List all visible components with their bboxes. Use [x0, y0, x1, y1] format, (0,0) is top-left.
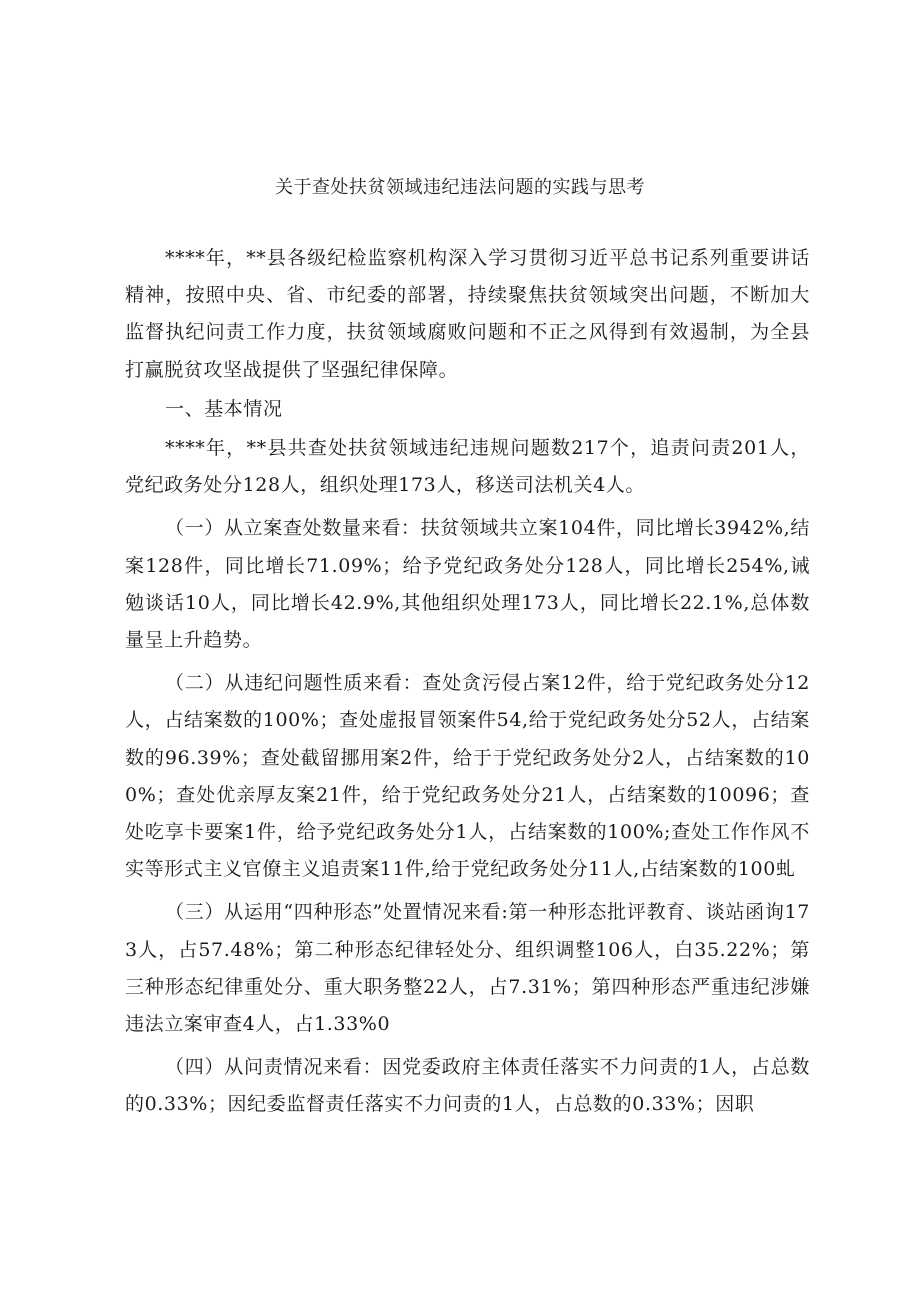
violation-nature-paragraph: （二）从违纪问题性质来看：查处贪污侵占案12件，给于党纪政务处分12人，占结案数的100%；查处虚报冒领案件54,给于党纪政务处分52人，占结案数的96.39%；查处截留挪用案2件，给于于党纪政务处分2人，占结案数的100%；查处优亲厚友案21件，给于党纪政务处分21人，占结案数的10096；查处吃享卡要案1件，给予党纪政务处分1人，占结案数的100%;查处工作作风不实等形式主义官僚主义追责案11件,给于党纪政务处分11人,占结案数的100虬: [125, 672, 810, 881]
document-title: 关于查处扶贫领域违纪违法问题的实践与思考: [275, 177, 645, 198]
document-body: [125, 240, 810, 1124]
section-heading-basic-situation: 一、基本情况: [165, 397, 283, 420]
accountability-paragraph: （四）从问责情况来看：因党委政府主体责任落实不力问责的1人，占总数的0.33%；因纪委监督责任落实不力问责的1人，占总数的0.33%；因职: [125, 1056, 810, 1116]
summary-paragraph: ****年，**县共查处扶贫领域违纪违规问题数217个，追责问责201人，党纪政务处分128人，组织处理173人，移送司法机关4人。: [125, 437, 810, 497]
four-forms-paragraph: （三）从运用“四种形态”处置情况来看:第一种形态批评教育、谈站函询173人，占57.48%；第二种形态纪律轻处分、组织调整106人，白35.22%；第三种形态纪律重处分、重大职务整22人，占7.31%；第四种形态严重违纪涉嫌违法立案审查4人，占1.33%0: [125, 901, 810, 1036]
intro-paragraph: ****年，**县各级纪检监察机构深入学习贯彻习近平总书记系列重要讲话精神，按照中央、省、市纪委的部署，持续聚焦扶贫领域突出问题，不断加大监督执纪问责工作力度，扶贫领域腐败问题和不正之风得到有效遏制，为全县打赢脱贫攻坚战提供了坚强纪律保障。: [125, 247, 810, 381]
case-count-paragraph: （一）从立案查处数量来看：扶贫领域共立案104件，同比增长3942%,结案128件，同比增长71.09%；给予党纪政务处分128人，同比增长254%,诫勉谈话10人，同比增长42.9%,其他组织处理173人，同比增长22.1%,总体数量呈上升趋势。: [125, 517, 810, 652]
